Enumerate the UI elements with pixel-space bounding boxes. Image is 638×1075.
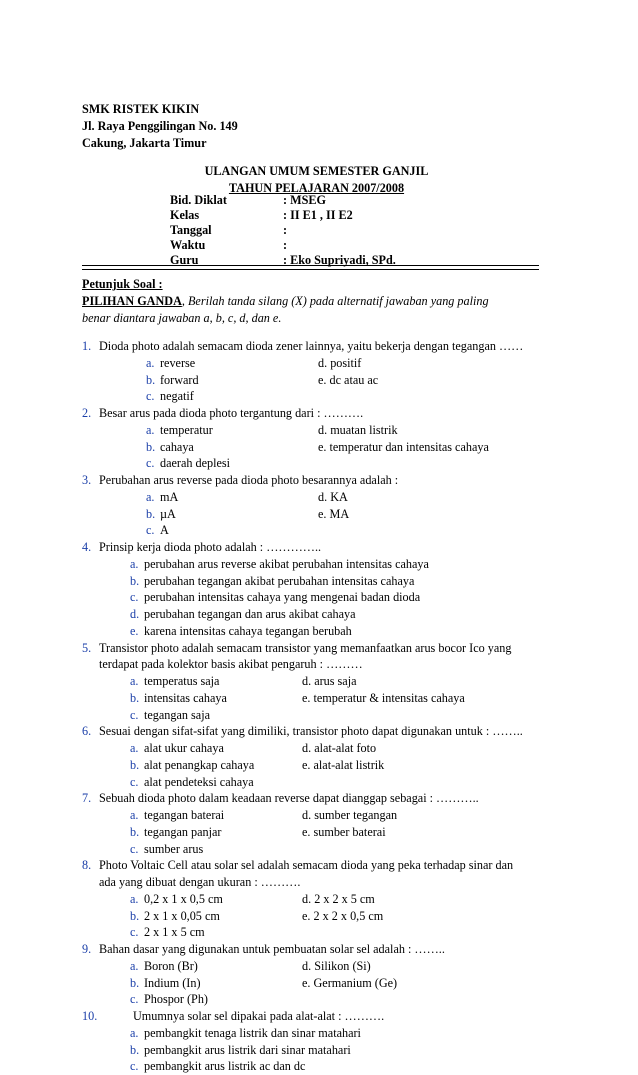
question-number: 3.: [82, 473, 92, 487]
question-text: Perubahan arus reverse pada dioda photo besarannya adalah :: [99, 473, 399, 487]
option-text: 0,2 x 1 x 0,5 cm: [144, 891, 223, 906]
question-item: [82, 539, 552, 640]
question-number: 5.: [82, 640, 92, 655]
option-text: pembangkit arus listrik ac dan dc: [144, 1059, 306, 1074]
option-letter: a.: [146, 489, 155, 504]
option-right: e. MA: [318, 506, 350, 521]
question-number: 4.: [82, 540, 92, 554]
info-label: Guru: [170, 253, 199, 267]
option-letter: a.: [130, 808, 139, 822]
question-item: [82, 640, 552, 724]
option-left: [130, 891, 302, 908]
info-row: [170, 238, 396, 253]
option-letter: c.: [146, 389, 155, 404]
option-left: [130, 740, 302, 757]
option-text: Boron (Br): [144, 958, 198, 973]
option-letter: a.: [130, 1025, 139, 1040]
question-text-line: [82, 539, 552, 556]
option-row: [82, 757, 552, 774]
option-text: perubahan arus reverse akibat perubahan intensitas cahaya: [144, 556, 429, 571]
option-text: Indium (In): [144, 975, 201, 990]
option-left: [146, 388, 318, 405]
option-letter: b.: [130, 690, 140, 705]
option-row: [82, 841, 552, 858]
option-row: [82, 774, 552, 791]
option-letter: b.: [130, 573, 140, 588]
info-label: Waktu: [170, 238, 206, 252]
option-text: A: [160, 523, 169, 538]
question-text-line: [82, 790, 552, 807]
option-left: [130, 924, 302, 941]
school-header: [82, 101, 238, 152]
option-letter: a.: [130, 741, 139, 755]
question-item: [82, 723, 552, 790]
option-row: [82, 439, 552, 456]
option-row: [82, 556, 552, 573]
option-letter: a.: [130, 958, 139, 973]
instructions: [82, 276, 489, 327]
option-text: negatif: [160, 389, 194, 404]
question-item: [82, 338, 552, 405]
option-row: [82, 707, 552, 724]
question-text-line: [82, 472, 552, 489]
option-text: intensitas cahaya: [144, 690, 227, 705]
question-text-line: [82, 941, 552, 958]
option-letter: b.: [130, 824, 140, 839]
option-text: perubahan tegangan dan arus akibat cahaya: [144, 607, 356, 621]
question-number: 1.: [82, 339, 92, 353]
question-number: 10.: [82, 1009, 98, 1023]
question-text-line: [82, 857, 552, 874]
instructions-text: , Berilah tanda silang (X) pada alternatif jawaban yang paling: [181, 294, 489, 308]
instructions-line2: benar diantara jawaban a, b, c, d, dan e.: [82, 311, 282, 325]
option-letter: c.: [130, 992, 139, 1007]
question-text: Prinsip kerja dioda photo adalah : …………..: [99, 540, 322, 554]
option-text: alat penangkap cahaya: [144, 757, 255, 772]
info-row: [170, 223, 396, 238]
option-letter: c.: [146, 523, 155, 538]
option-row: [82, 740, 552, 757]
question-text: Photo Voltaic Cell atau solar sel adalah semacam dioda yang peka terhadap sinar dan: [99, 858, 514, 873]
question-number: 8.: [82, 858, 92, 873]
option-text: sumber arus: [144, 841, 204, 856]
question-item: [82, 472, 552, 539]
option-text: temperatur: [160, 422, 213, 437]
question-text: Bahan dasar yang digunakan untuk pembuatan solar sel adalah : ……..: [99, 942, 445, 956]
option-left: [146, 355, 318, 372]
school-address: Jl. Raya Penggilingan No. 149: [82, 119, 238, 133]
option-row: [82, 807, 552, 824]
divider-line: [82, 265, 539, 266]
exam-info: [170, 193, 396, 268]
info-value: :: [283, 223, 288, 237]
option-right: d. alat-alat foto: [302, 741, 377, 755]
question-text: Transistor photo adalah semacam transistor yang memanfaatkan arus bocor Ico yang: [99, 640, 512, 655]
option-left: [146, 522, 318, 539]
option-right: e. alat-alat listrik: [302, 757, 385, 772]
option-right: e. sumber baterai: [302, 824, 386, 839]
option-row: [82, 924, 552, 941]
option-text: pembangkit arus listrik dari sinar matahari: [144, 1042, 351, 1057]
option-right: d. arus saja: [302, 674, 357, 688]
option-letter: c.: [130, 841, 139, 856]
option-letter: c.: [130, 707, 139, 722]
option-text: cahaya: [160, 439, 194, 454]
exam-title-line1: ULANGAN UMUM SEMESTER GANJIL: [204, 164, 429, 178]
option-letter: b.: [146, 439, 156, 454]
option-left: [146, 489, 318, 506]
option-row: [82, 908, 552, 925]
option-right: e. Germanium (Ge): [302, 975, 398, 990]
option-row: [82, 1042, 552, 1059]
question-text-line: [82, 1008, 552, 1025]
option-row: [82, 573, 552, 590]
question-item: [82, 405, 552, 472]
option-left: [146, 506, 318, 523]
option-letter: c.: [130, 590, 139, 605]
option-letter: c.: [146, 456, 155, 471]
exam-title: [82, 163, 551, 197]
option-left: [146, 422, 318, 439]
info-value: : MSEG: [283, 193, 326, 207]
option-letter: a.: [130, 556, 139, 571]
option-right: e. dc atau ac: [318, 372, 379, 387]
question-number: 6.: [82, 724, 92, 739]
option-left: [130, 841, 302, 858]
question-text-continuation: ada yang dibuat dengan ukuran : ……….: [99, 875, 301, 889]
option-text: tegangan panjar: [144, 824, 222, 839]
option-letter: b.: [146, 372, 156, 387]
option-right: d. 2 x 2 x 5 cm: [302, 891, 375, 906]
option-right: e. temperatur & intensitas cahaya: [302, 690, 465, 705]
option-left: [146, 372, 318, 389]
info-row: [170, 193, 396, 208]
info-row: [170, 208, 396, 223]
option-left: [130, 975, 302, 992]
question-text: Besar arus pada dioda photo tergantung dari : ……….: [99, 406, 364, 420]
option-letter: b.: [146, 506, 156, 521]
divider-line: [82, 269, 539, 270]
option-row: [82, 623, 552, 640]
option-text: perubahan tegangan akibat perubahan intensitas cahaya: [144, 573, 415, 588]
option-row: [82, 506, 552, 523]
question-number: 7.: [82, 791, 92, 806]
option-row: [82, 690, 552, 707]
option-row: [82, 958, 552, 975]
question-list: [82, 338, 552, 1075]
option-text: µA: [160, 506, 176, 521]
option-left: [130, 757, 302, 774]
option-text: alat ukur cahaya: [144, 741, 224, 755]
option-text: alat pendeteksi cahaya: [144, 774, 254, 789]
instructions-type: PILIHAN GANDA: [82, 294, 182, 308]
info-value: : II E1 , II E2: [283, 208, 353, 222]
info-label: Kelas: [170, 208, 200, 222]
option-letter: e.: [130, 623, 139, 638]
question-text-line: [82, 338, 552, 355]
option-row: [82, 388, 552, 405]
option-text: forward: [160, 372, 199, 387]
option-text: reverse: [160, 355, 196, 370]
option-left: [130, 807, 302, 824]
option-letter: a.: [146, 355, 155, 370]
option-text: Phospor (Ph): [144, 992, 208, 1007]
option-text: temperatus saja: [144, 674, 220, 688]
option-text: mA: [160, 489, 179, 504]
option-right: d. positif: [318, 355, 362, 370]
option-left: [130, 824, 302, 841]
option-right: d. KA: [318, 489, 348, 504]
option-row: [82, 975, 552, 992]
option-row: [82, 606, 552, 623]
option-right: e. temperatur dan intensitas cahaya: [318, 439, 489, 454]
option-row: [82, 891, 552, 908]
info-value: :: [283, 238, 288, 252]
option-left: [130, 690, 302, 707]
instructions-heading: Petunjuk Soal :: [82, 277, 163, 291]
option-left: [130, 991, 302, 1008]
option-text: tegangan saja: [144, 707, 210, 722]
option-text: 2 x 1 x 0,05 cm: [144, 908, 220, 923]
question-text-line: [82, 640, 552, 657]
question-text-continuation: terdapat pada kolektor basis akibat pengaruh : ………: [99, 657, 363, 672]
option-row: [82, 673, 552, 690]
option-left: [130, 774, 302, 791]
option-letter: d.: [130, 607, 140, 621]
option-text: tegangan baterai: [144, 808, 225, 822]
question-text: Sebuah dioda photo dalam keadaan reverse dapat dianggap sebagai : ………..: [99, 791, 479, 806]
question-text: Dioda photo adalah semacam dioda zener lainnya, yaitu bekerja dengan tegangan ……: [99, 339, 524, 353]
option-text: daerah deplesi: [160, 456, 231, 471]
option-text: pembangkit tenaga listrik dan sinar matahari: [144, 1025, 361, 1040]
option-text: karena intensitas cahaya tegangan berubah: [144, 623, 352, 638]
option-letter: b.: [130, 757, 140, 772]
option-left: [130, 707, 302, 724]
option-row: [82, 455, 552, 472]
exam-title-line2: TAHUN PELAJARAN 2007/2008: [228, 181, 405, 195]
option-text: 2 x 1 x 5 cm: [144, 925, 205, 940]
option-letter: b.: [130, 1042, 140, 1057]
option-left: [130, 908, 302, 925]
option-row: [82, 824, 552, 841]
option-row: [82, 991, 552, 1008]
info-label: Bid. Diklat: [170, 193, 227, 207]
option-right: d. muatan listrik: [318, 422, 398, 437]
option-letter: a.: [130, 674, 139, 688]
question-item: [82, 941, 552, 1008]
option-left: [146, 455, 318, 472]
option-letter: a.: [130, 891, 139, 906]
option-right: d. Silikon (Si): [302, 958, 371, 973]
info-label: Tanggal: [170, 223, 212, 237]
option-row: [82, 489, 552, 506]
option-letter: c.: [130, 774, 139, 789]
option-letter: a.: [146, 422, 155, 437]
school-name: SMK RISTEK KIKIN: [82, 102, 200, 116]
question-item: [82, 790, 552, 857]
option-left: [146, 439, 318, 456]
question-text-line: [82, 723, 552, 740]
option-letter: b.: [130, 908, 140, 923]
option-left: [130, 958, 302, 975]
question-text-line: [82, 405, 552, 422]
option-right: e. 2 x 2 x 0,5 cm: [302, 908, 384, 923]
option-letter: c.: [130, 925, 139, 940]
option-row: [82, 355, 552, 372]
option-row: [82, 1058, 552, 1075]
question-item: [82, 857, 552, 941]
option-row: [82, 1025, 552, 1042]
question-text: Sesuai dengan sifat-sifat yang dimiliki, transistor photo dapat digunakan untuk : ……..: [99, 724, 523, 739]
question-text: Umumnya solar sel dipakai pada alat-alat : ……….: [133, 1009, 385, 1023]
option-row: [82, 589, 552, 606]
option-right: d. sumber tegangan: [302, 808, 398, 822]
school-city: Cakung, Jakarta Timur: [82, 136, 207, 150]
question-number: 2.: [82, 406, 92, 420]
option-left: [130, 673, 302, 690]
option-text: perubahan intensitas cahaya yang mengenai badan dioda: [144, 590, 421, 605]
option-row: [82, 372, 552, 389]
option-letter: c.: [130, 1059, 139, 1074]
info-value: : Eko Supriyadi, SPd.: [283, 253, 396, 267]
option-letter: b.: [130, 975, 140, 990]
option-row: [82, 422, 552, 439]
question-number: 9.: [82, 942, 92, 956]
question-item: [82, 1008, 552, 1075]
option-row: [82, 522, 552, 539]
instructions-line1: [82, 293, 489, 310]
